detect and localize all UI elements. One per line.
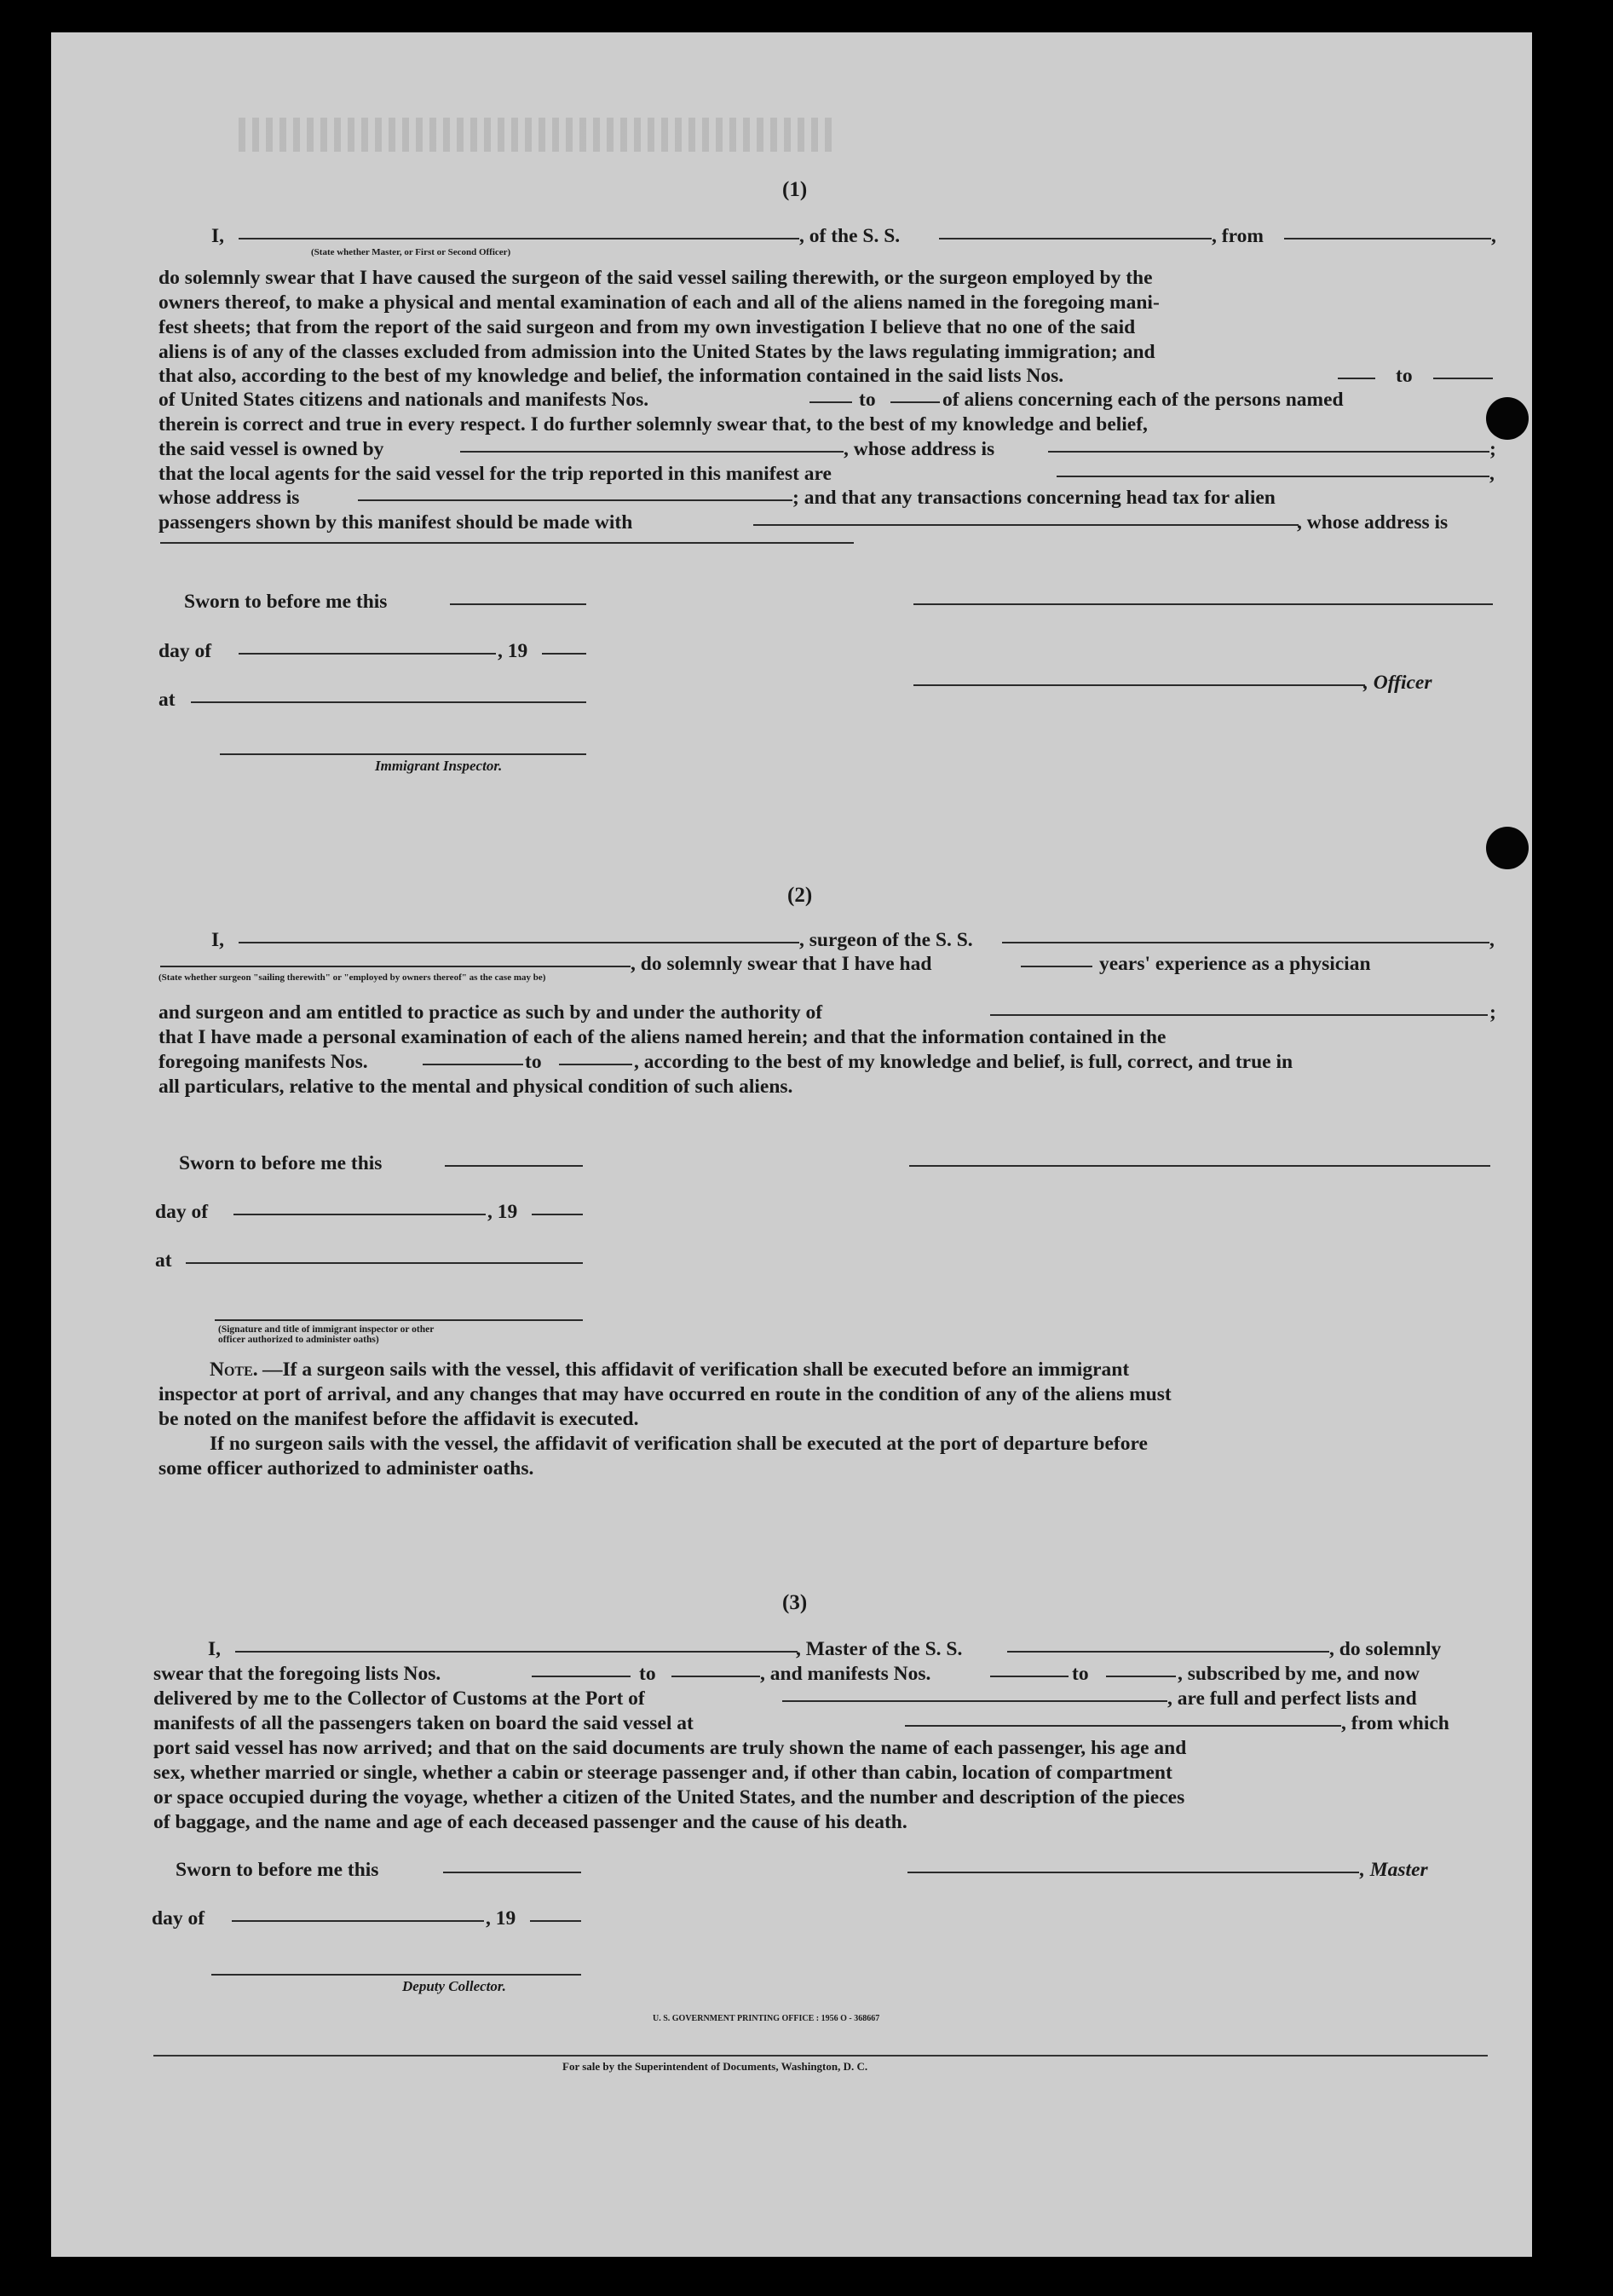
s2-officer-signature[interactable] xyxy=(215,1318,583,1321)
s2-swear-label: , do solemnly swear that I have had xyxy=(631,953,932,975)
s3-sworn-label: Sworn to before me this xyxy=(176,1859,379,1881)
s1-line-6: of United States citizens and nationals and manifests Nos. xyxy=(158,389,649,411)
s3-manifests-to-field[interactable] xyxy=(1106,1675,1176,1677)
s1-line-8: the said vessel is owned by xyxy=(158,438,384,460)
s2-authority-field[interactable] xyxy=(990,1013,1488,1016)
s3-master-signature[interactable] xyxy=(907,1871,1359,1873)
s3-line-1: swear that the foregoing lists Nos. xyxy=(153,1663,441,1685)
s2-line-4: all particulars, relative to the mental and physical condition of such aliens. xyxy=(158,1076,793,1098)
s2-day-label: day of xyxy=(155,1201,209,1223)
s1-year-field[interactable] xyxy=(542,652,586,655)
s2-note-label: Note. xyxy=(210,1359,258,1381)
s1-owner-field[interactable] xyxy=(460,450,844,453)
s3-line-6: or space occupied during the voyage, whether a citizen of the United States, and the number and description of the pieces xyxy=(153,1786,1185,1809)
s1-signature-field[interactable] xyxy=(913,603,1493,605)
s2-note-line-1: —If a surgeon sails with the vessel, this affidavit of verification shall be executed before an immigrant xyxy=(262,1359,1130,1381)
s1-agents-address-field[interactable] xyxy=(358,499,792,501)
s2-sworn-field[interactable] xyxy=(445,1164,583,1167)
s1-of-ss-label: , of the S. S. xyxy=(799,225,901,247)
s3-line-7: of baggage, and the name and age of each deceased passenger and the cause of his death. xyxy=(153,1811,907,1833)
s1-i-label: I, xyxy=(211,225,225,247)
s3-line-5: sex, whether married or single, whether a cabin or steerage passenger and, if other than cabin, location of compartment xyxy=(153,1762,1172,1784)
s1-line-5: that also, according to the best of my knowledge and belief, the information contained in the said lists Nos. xyxy=(158,365,1064,387)
s1-line-7: therein is correct and true in every respect. I do further solemnly swear that, to the best of my knowledge and belief, xyxy=(158,413,1148,436)
s3-year-label: , 19 xyxy=(486,1907,516,1930)
s1-day-label: day of xyxy=(158,640,212,662)
s1-agents-field[interactable] xyxy=(1057,475,1489,477)
s1-line-3: fest sheets; that from the report of the said surgeon and from my own investigation I believe that no one of the said xyxy=(158,316,1136,338)
s1-officer-title-field[interactable] xyxy=(913,684,1365,686)
s2-years-label: years' experience as a physician xyxy=(1099,953,1371,975)
s3-master-of-label: , Master of the S. S. xyxy=(796,1638,963,1660)
s2-year-field[interactable] xyxy=(532,1213,583,1215)
s3-deputy-label: Deputy Collector. xyxy=(402,1978,506,1994)
s1-manifests-from-field[interactable] xyxy=(809,401,852,403)
s3-year-field[interactable] xyxy=(530,1919,581,1922)
s2-surgeon-of-label: , surgeon of the S. S. xyxy=(799,929,973,951)
s1-line-4: aliens is of any of the classes excluded from admission into the United States by the laws regulating immigration; and xyxy=(158,341,1155,363)
bleed-through-text xyxy=(239,118,835,152)
s3-line-3: manifests of all the passengers taken on board the said vessel at xyxy=(153,1712,694,1734)
s2-note-line-5: some officer authorized to administer oaths. xyxy=(158,1457,534,1480)
s3-master-name-field[interactable] xyxy=(235,1650,798,1653)
s3-master-label: , Master xyxy=(1360,1859,1428,1881)
s2-note-line-2: inspector at port of arrival, and any changes that may have occurred en route in the condition of any of the aliens must xyxy=(158,1383,1172,1405)
s1-at-label: at xyxy=(158,689,176,711)
s2-sworn-label: Sworn to before me this xyxy=(179,1152,383,1174)
s1-headtax-field[interactable] xyxy=(753,523,1299,526)
s1-line-11: passengers shown by this manifest should be made with xyxy=(158,511,633,534)
s3-lists-from-field[interactable] xyxy=(532,1675,631,1677)
s1-at-field[interactable] xyxy=(191,701,586,703)
s1-day-field[interactable] xyxy=(239,652,496,655)
s3-line-2: delivered by me to the Collector of Customs at the Port of xyxy=(153,1687,645,1710)
s1-officer-label: , Officer xyxy=(1363,672,1432,694)
s2-signature-field[interactable] xyxy=(909,1164,1490,1167)
s2-line-3: foregoing manifests Nos. xyxy=(158,1051,368,1073)
s1-lists-to-field[interactable] xyxy=(1433,377,1493,379)
s2-surgeon-note: (State whether surgeon "sailing therewith" or "employed by owners thereof" as the case may be) xyxy=(158,972,546,983)
s1-year-label: , 19 xyxy=(498,640,528,662)
section-3-number: (3) xyxy=(782,1591,808,1614)
s2-day-field[interactable] xyxy=(233,1213,486,1215)
form-page: (1) I, (State whether Master, or First or Second Officer) , of the S. S. , from , do solemnly swear that I have caused the surgeon of the said vessel sailing therewith, or the surgeon employed by the owners thereof, to make a physical and mental examination of each and all of the aliens named in the foregoing mani- fest sheets; that from the report of the said surgeon and from my own investigation I believe that no one of the said aliens is of any of the classes excluded from admission into the United States by the laws regulating immigration; and that also, according to the best of my knowledge and belief, the information contained in the said lists Nos. to of United States citizens and nationals and manifests Nos. to of aliens concerning each of the persons named therein is correct and true in every respect. I do further solemnly swear that, to the best of my knowledge and belief, the said vessel is owned by , whose address is ; that the local agents for the said vessel for the trip reported in this manifest are , whose address is ; and that any transactions concerning head tax for alien passengers shown by this manifest should be made with , whose address is Sworn to before me this day of , 19 , Officer at Immigrant Inspector. (2) I, , surgeon of the S. S. , (State whether surgeon "sailing therewith" or "employed by owners thereof" as the case may be) , do solemnly swear that I have had years' experience as a physician and surgeon and am entitled to practice as such by and under the authority of ; that I have made a personal examination of each of the aliens named herein; and that the information contained in the foregoing manifests Nos. to , according to the best of my knowledge and belief, is full, correct, and true in all particulars, relative to the mental and physical condition of such aliens. Sworn to before me this day of , 19 at (Signature and title of immigrant inspector or other officer authorized to administer oaths) Note. —If a surgeon sails with the vessel, this affidavit of verification shall be executed before an immigrant inspector at port of arrival, and any changes that may have occurred en route in the condition of any of the aliens must be noted on the manifest before the affidavit is executed. If no surgeon sails with the vessel, the affidavit of verification shall be executed at the port of departure before some officer authorized to administer oaths. (3) I, , Master of the S. S. , do solemnly swear that the foregoing lists Nos. to , and manifests Nos. to , subscribed by me, and now delivered by me to the Collector of Customs at the Port of , are full and perfect lists and manifests of all the passengers taken on board the said vessel at , from which port said vessel has now arrived; and that on the said documents are truly shown the name of each passenger, his age and sex, whether married or single, whether a cabin or steerage passenger and, if other than cabin, location of compartment or space occupied during the voyage, whether a citizen of the United States, and the number and description of the pieces of baggage, and the name and age of each deceased passenger and the cause of his death. Sworn to before me this , Master day of , 19 Deputy Collector. U. S. GOVERNMENT PRINTING OFFICE : 1956 O - 368667 For sale by the Superintendent of Documents, Washington, D. C. xyxy=(51,32,1532,2257)
s2-year-label: , 19 xyxy=(487,1201,518,1223)
s2-note-line-3: be noted on the manifest before the affidavit is executed. xyxy=(158,1408,639,1430)
s2-surgeon-name-field[interactable] xyxy=(239,941,799,943)
s1-sworn-field[interactable] xyxy=(450,603,586,605)
s1-manifests-to-field[interactable] xyxy=(890,401,940,403)
s3-lists-to-field[interactable] xyxy=(671,1675,760,1677)
punch-hole-top xyxy=(1486,397,1529,440)
s2-at-field[interactable] xyxy=(186,1261,583,1264)
s2-manifests-from-field[interactable] xyxy=(423,1063,523,1065)
s1-line-9: that the local agents for the said vessel for the trip reported in this manifest are xyxy=(158,463,832,485)
punch-hole-bottom xyxy=(1486,827,1529,869)
s1-officer-name-field[interactable] xyxy=(239,237,799,239)
s2-surgeon-type-field[interactable] xyxy=(160,965,631,967)
s1-vessel-name-field[interactable] xyxy=(939,237,1212,239)
s1-line-1: do solemnly swear that I have caused the surgeon of the said vessel sailing therewith, or the surgeon employed by the xyxy=(158,267,1153,289)
s2-note-line-4: If no surgeon sails with the vessel, the affidavit of verification shall be executed at the port of departure before xyxy=(210,1433,1148,1455)
s1-officer-note: (State whether Master, or First or Second Officer) xyxy=(311,247,511,257)
s3-departure-port-field[interactable] xyxy=(905,1724,1341,1727)
s3-sworn-field[interactable] xyxy=(443,1871,581,1873)
s2-manifests-to-field[interactable] xyxy=(559,1063,632,1065)
footer-divider xyxy=(153,2055,1488,2057)
s3-manifests-from-field[interactable] xyxy=(990,1675,1069,1677)
s3-port-field[interactable] xyxy=(782,1699,1167,1702)
s1-from-label: , from xyxy=(1212,225,1264,247)
s3-i-label: I, xyxy=(208,1638,222,1660)
s3-collector-signature[interactable] xyxy=(211,1973,581,1976)
s1-headtax-address-field[interactable] xyxy=(160,541,854,544)
s3-line-4: port said vessel has now arrived; and that on the said documents are truly shown the name of each passenger, his age and xyxy=(153,1737,1187,1759)
s2-years-field[interactable] xyxy=(1021,965,1092,967)
s1-sworn-label: Sworn to before me this xyxy=(184,591,388,613)
s2-vessel-field[interactable] xyxy=(1002,941,1489,943)
s2-i-label: I, xyxy=(211,929,225,951)
section-2-number: (2) xyxy=(787,884,813,907)
section-1-number: (1) xyxy=(782,178,808,201)
s3-vessel-field[interactable] xyxy=(1007,1650,1329,1653)
for-sale-note: For sale by the Superintendent of Documents, Washington, D. C. xyxy=(562,2060,868,2073)
s1-line-10: whose address is xyxy=(158,487,300,509)
s1-lists-from-field[interactable] xyxy=(1338,377,1375,379)
printing-office-note: U. S. GOVERNMENT PRINTING OFFICE : 1956 O - 368667 xyxy=(653,2014,880,2023)
s1-inspector-signature[interactable] xyxy=(220,753,586,755)
s2-at-label: at xyxy=(155,1249,172,1272)
s1-from-port-field[interactable] xyxy=(1284,237,1491,239)
s2-line-1: and surgeon and am entitled to practice as such by and under the authority of xyxy=(158,1001,823,1024)
s1-owner-address-field[interactable] xyxy=(1048,450,1489,453)
s2-signature-note: (Signature and title of immigrant inspector or other officer authorized to administer oaths) xyxy=(218,1324,435,1346)
s2-line-2: that I have made a personal examination of each of the aliens named herein; and that the information contained in the xyxy=(158,1026,1167,1048)
s1-inspector-label: Immigrant Inspector. xyxy=(375,758,503,774)
s1-line-2: owners thereof, to make a physical and mental examination of each and all of the aliens named in the foregoing mani- xyxy=(158,291,1160,314)
s3-day-field[interactable] xyxy=(232,1919,484,1922)
s3-day-label: day of xyxy=(152,1907,205,1930)
